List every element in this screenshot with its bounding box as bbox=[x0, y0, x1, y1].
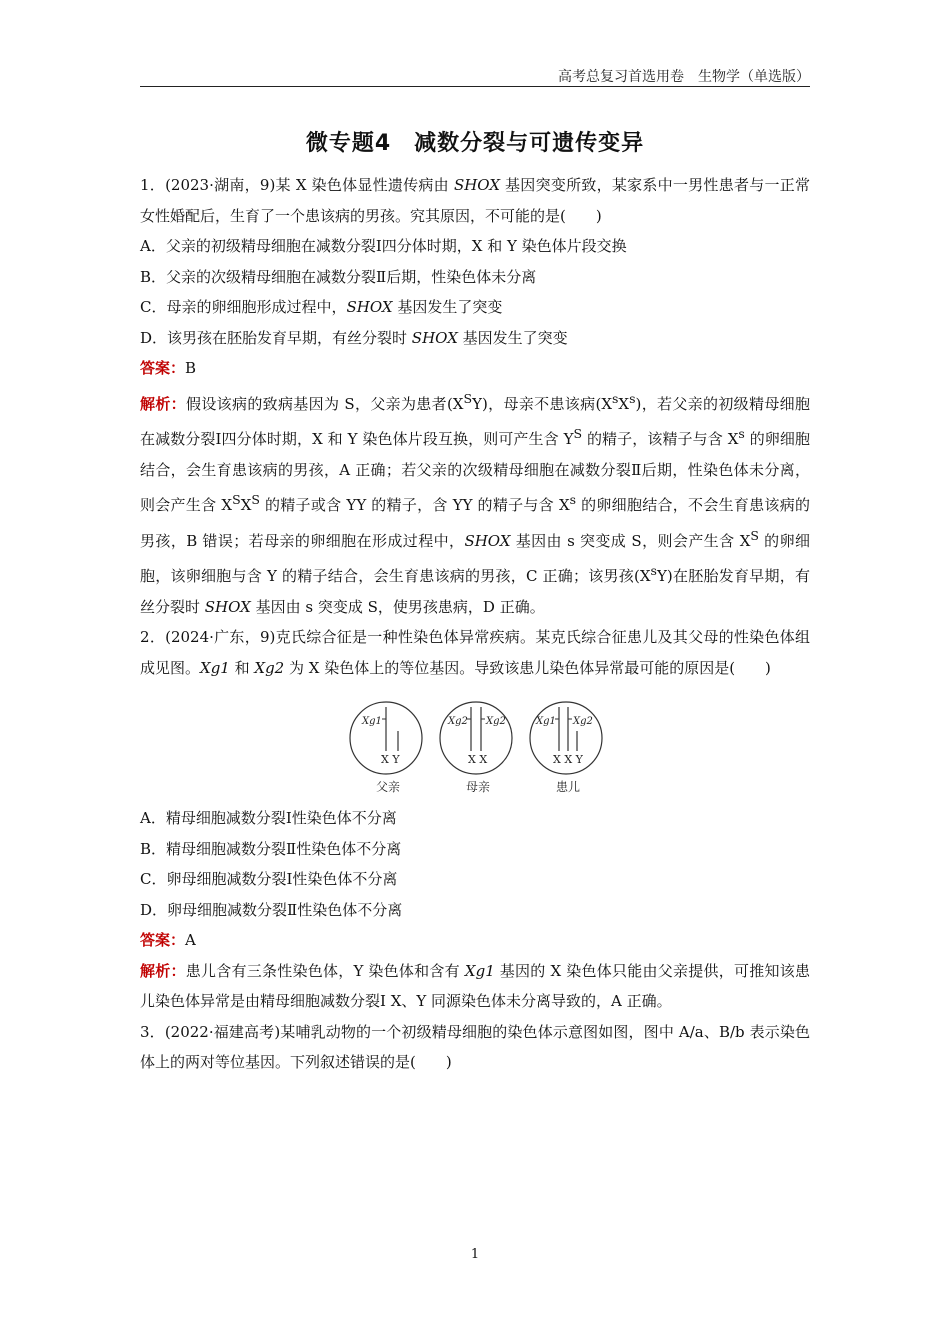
q3-stem: 3．(2022·福建高考)某哺乳动物的一个初级精母细胞的染色体示意图如图，图中 A/a、B/b 表示染色体上的两对等位基因。下列叙述错误的是( ) bbox=[140, 1022, 810, 1071]
q2-option-d: D．卵母细胞减数分裂Ⅱ性染色体不分离 bbox=[140, 900, 403, 919]
page-title: 微专题4 减数分裂与可遗传变异 bbox=[305, 131, 645, 156]
q2-option-c: C．卵母细胞减数分裂Ⅰ性染色体不分离 bbox=[140, 870, 398, 888]
child-xg1-label: Xg1 bbox=[536, 716, 556, 727]
q2-analysis: 解析：患儿含有三条性染色体，Y 染色体和含有 Xg1 基因的 X 染色体只能由父亲提供，可推知该患儿染色体异常是由精母细胞减数分裂Ⅰ X、Y 同源染色体未分离导致的，A 正确。 bbox=[140, 961, 810, 1010]
header-text: 高考总复习首选用卷 生物学（单选版） bbox=[558, 69, 810, 85]
child-label: 患儿 bbox=[556, 780, 581, 794]
q1-option-d: D．该男孩在胚胎发育早期，有丝分裂时 SHOX 基因发生了突变 bbox=[140, 328, 568, 347]
q2-option-a: A．精母细胞减数分裂Ⅰ性染色体不分离 bbox=[140, 809, 397, 827]
chromosome-figure bbox=[348, 695, 604, 795]
child-chromosome-labels: X X Y bbox=[553, 753, 583, 766]
q2-stem: 2．(2024·广东，9)克氏综合征是一种性染色体异常疾病。某克氏综合征患儿及其父母的性染色体组成见图。Xg1 和 Xg2 为 X 染色体上的等位基因。导致该患儿染色体异常最可能的原因是( ) bbox=[140, 628, 810, 677]
mother-xg2-right-label: Xg2 bbox=[486, 716, 506, 727]
mother-xg2-left-label: Xg2 bbox=[448, 716, 468, 727]
q2-answer: 答案：A bbox=[140, 931, 196, 949]
mother-chromosome-labels: X X bbox=[468, 753, 488, 766]
q1-option-b: B．父亲的次级精母细胞在减数分裂Ⅱ后期，性染色体未分离 bbox=[140, 267, 537, 286]
q1-answer: 答案：B bbox=[140, 359, 197, 377]
q2-option-b: B．精母细胞减数分裂Ⅱ性染色体不分离 bbox=[140, 839, 402, 858]
q1-analysis: 解析：假设该病的致病基因为 S，父亲为患者$(X^SY)$，母亲不患该病$(X^sX^s)$，若父亲的初级精母细胞在减数分裂Ⅰ四分体时期，X 和 Y 染色体片段互换，则可产生含 $Y^S$ 的精子，该精子与含 $X^s$ 的卵细胞结合，会生育患该病的男孩，A 正确；若父亲的次级精母细胞在减数分裂Ⅱ后期，性染色体未分离，则会产生含 $X^SX^S$ 的精子或含 YY 的精子，含 YY 的精子与含 $X^s$ 的卵细胞结合，不会生育患该病的男孩，B 错误；若母亲的卵细胞在形成过程中，SHOX 基因由 s 突变成 S，则会产生含 $X^S$ 的卵细胞，该卵细胞与含 Y 的精子结合，会生育患该病的男孩，C 正确；该男孩$(X^sY)$在胚胎发育早期，有丝分裂时 SHOX 基因由 s 突变成 S，使男孩患病，D 正确。 bbox=[140, 390, 811, 616]
header-rule bbox=[140, 86, 810, 87]
main-content bbox=[140, 170, 810, 1078]
child-xg2-label: Xg2 bbox=[573, 716, 593, 727]
father-xg1-label: Xg1 bbox=[362, 716, 382, 727]
q1-stem: 1．(2023·湖南，9)某 X 染色体显性遗传病由 SHOX 基因突变所致，某家系中一男性患者与一正常女性婚配后，生育了一个患该病的男孩。究其原因，不可能的是( ) bbox=[140, 176, 810, 225]
q1-option-a: A．父亲的初级精母细胞在减数分裂Ⅰ四分体时期，X 和 Y 染色体片段交换 bbox=[140, 237, 627, 255]
father-label: 父亲 bbox=[376, 780, 401, 794]
q1-option-c: C．母亲的卵细胞形成过程中，SHOX 基因发生了突变 bbox=[140, 298, 503, 316]
father-chromosome-labels: X Y bbox=[381, 753, 400, 766]
page-number: 1 bbox=[470, 1247, 480, 1262]
mother-label: 母亲 bbox=[466, 780, 491, 794]
